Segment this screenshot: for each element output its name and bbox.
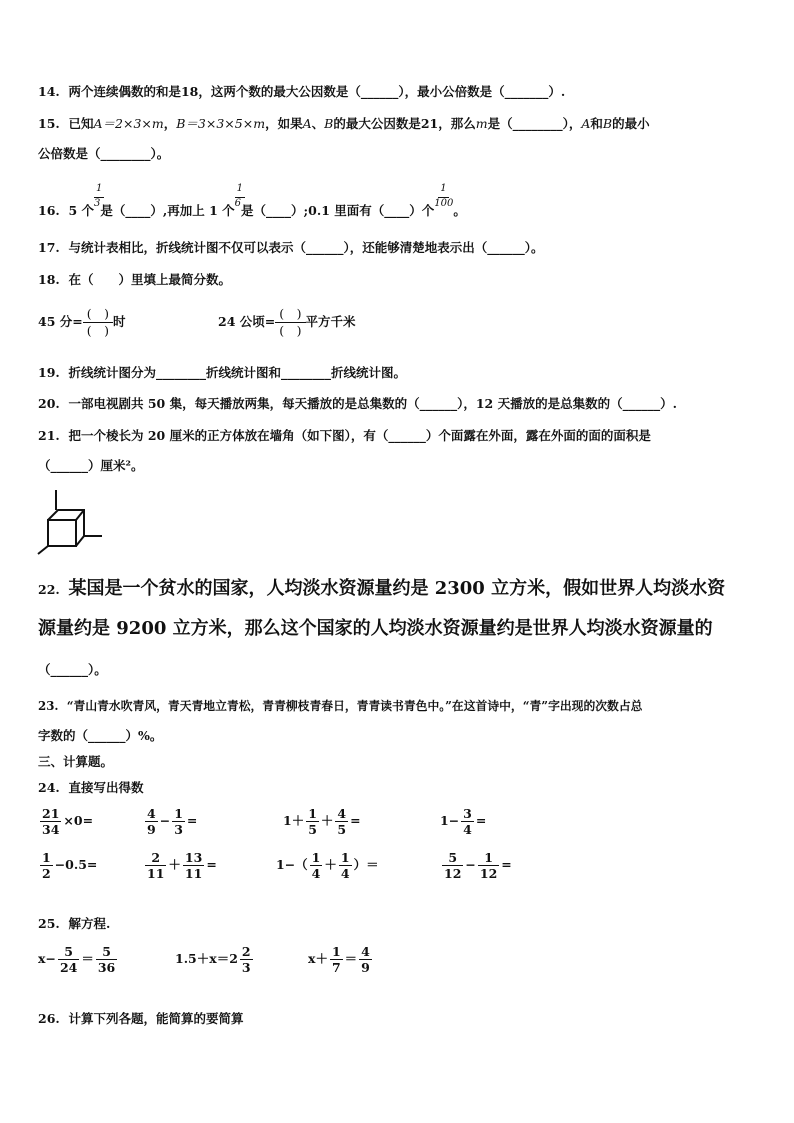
question-21-line2: （______）厘米²。	[38, 458, 144, 473]
calc-24-7: 1−（ $\frac{1}{4}$ ＋ $\frac{1}{4}$ ）＝	[276, 850, 379, 881]
question-18: 18. 在（ ）里填上最简分数。	[38, 272, 231, 287]
question-22: 22. 某国是一个贫水的国家，人均淡水资源量约是 2300 立方米，假如世界人均淡水资	[38, 578, 726, 599]
question-18-a: 45 分= ( ) ( )时	[38, 306, 126, 338]
calc-24-2: $\frac{4}{9}$ − $\frac{1}{3}$ =	[147, 806, 198, 837]
question-20: 20. 一部电视剧共 50 集，每天播放两集，每天播放的是总集数的（______），12 天播放的是总集数的（______）.	[38, 396, 677, 411]
question-23: 23. “青山青水吹青风，青天青地立青松，青青柳枝青春日，青青读书青色中。”在这首诗中，“青”字出现的次数占总	[38, 699, 643, 713]
fraction-1-3: 1 $^3$	[94, 183, 103, 209]
question-14-text: 两个连续偶数的和是18，这两个数的最大公因数是（______），最小公倍数是（_______）.	[68, 84, 566, 99]
question-19: 19. 折线统计图分为________折线统计图和________折线统计图。	[38, 365, 406, 380]
question-15: 15. 已知A＝2×3×m，B＝3×3×5×m，如果A、B的最大公因数是21，那么m是（________），A和B的最小	[38, 116, 650, 131]
calc-24-6: $\frac{2}{11}$ ＋ $\frac{13}{11}$ =	[147, 850, 217, 881]
question-25: 25. 解方程.	[38, 916, 111, 931]
question-22-line3: （______）。	[38, 662, 107, 677]
fraction-1-100: 1 $^{100}$	[434, 183, 454, 209]
question-21: 21. 把一个棱长为 20 厘米的正方体放在墙角（如下图），有（______）个面露在外面，露在外面的面的面积是	[38, 428, 651, 443]
cube-in-corner-figure	[36, 490, 106, 556]
calc-24-8: $\frac{5}{12}$ − $\frac{1}{12}$ =	[444, 850, 512, 881]
question-24: 24. 直接写出得数	[38, 780, 144, 795]
calc-24-5: $\frac{1}{2}$ −0.5=	[42, 850, 98, 881]
question-16: 16. 5 个 1 $^3$是（____）,再加上 1 个 1 $^6$是（____）;0.1 里面有（____）个 1 $^{100}$。	[38, 203, 466, 221]
calc-24-4: 1− $\frac{3}{4}$ =	[440, 806, 487, 837]
equation-25-2: 1.5＋x＝2 $\frac{2}{3}$	[175, 944, 251, 975]
question-14: 14. 两个连续偶数的和是18，这两个数的最大公因数是（______），最小公倍数是（_______）.	[38, 84, 566, 99]
section-title-calculation: 三、计算题。	[38, 754, 114, 769]
question-22-line2: 源量约是 9200 立方米，那么这个国家的人均淡水资源量约是世界人均淡水资源量的	[38, 618, 713, 639]
equation-25-3: x＋ $\frac{1}{7}$ ＝ $\frac{4}{9}$	[308, 944, 370, 975]
fraction-1-6: 1 $^6$	[234, 183, 244, 209]
question-23-line2: 字数的（______）%。	[38, 728, 163, 743]
equation-25-1: x− $\frac{5}{24}$ ＝ $\frac{5}{36}$	[38, 944, 116, 975]
question-15-line2: 公倍数是（________）。	[38, 146, 170, 161]
question-18-b: 24 公顷= ( ) ( )平方千米	[218, 306, 356, 338]
question-17: 17. 与统计表相比，折线统计图不仅可以表示（______），还能够清楚地表示出（______）。	[38, 240, 544, 255]
question-26: 26. 计算下列各题，能简算的要简算	[38, 1011, 244, 1026]
calc-24-3: 1＋ $\frac{1}{5}$ ＋ $\frac{4}{5}$ =	[283, 806, 361, 837]
calc-24-1: $\frac{21}{34}$ ×0=	[42, 806, 94, 837]
